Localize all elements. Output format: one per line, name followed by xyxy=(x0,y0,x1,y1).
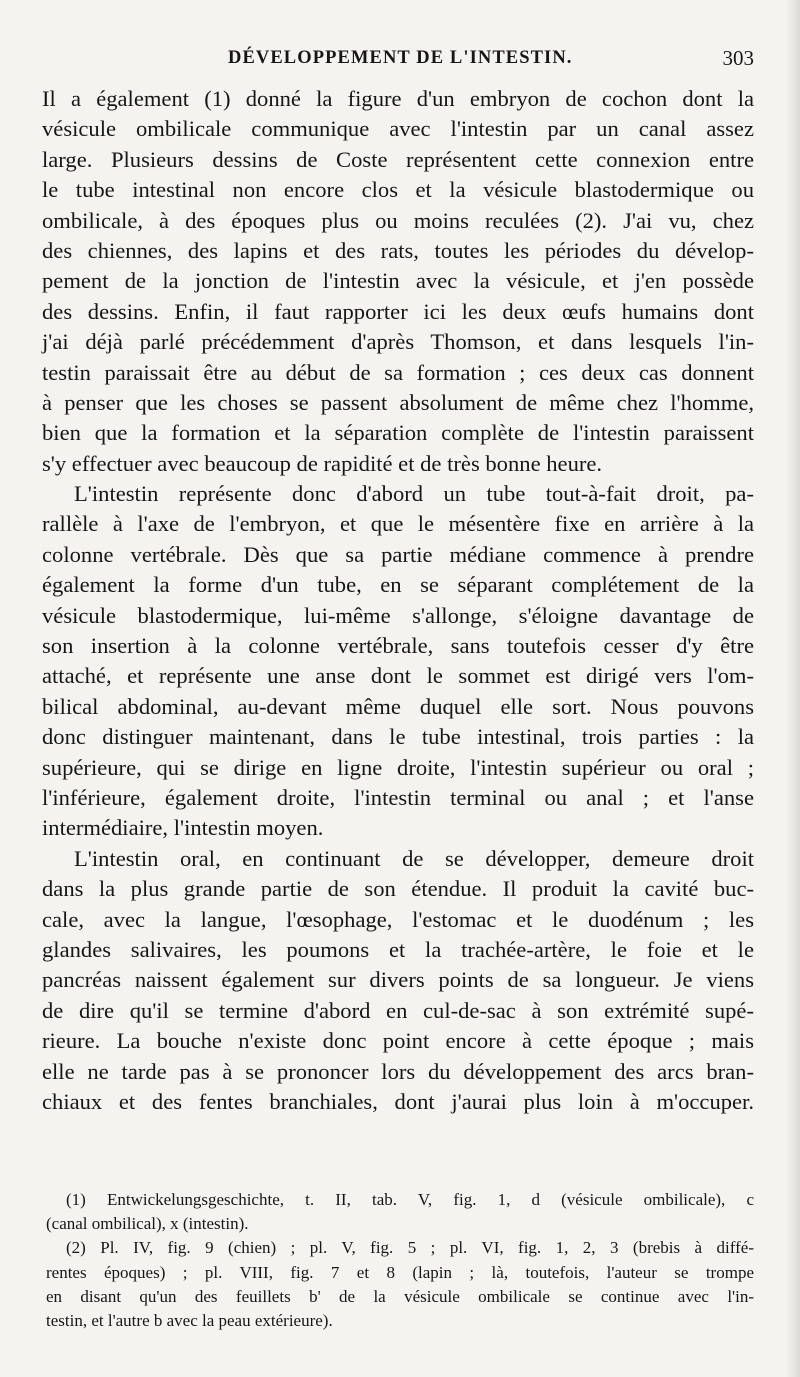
text-line: le tube intestinal non encore clos et la vésicule blastodermique ou xyxy=(42,177,754,203)
footnote-line: testin, et l'autre b avec la peau extérieure). xyxy=(46,1310,333,1330)
text-line: des chiennes, des lapins et des rats, toutes les périodes du dévelop- xyxy=(42,237,754,263)
text-line: supérieure, qui se dirige en ligne droite, l'intestin supérieur ou oral ; xyxy=(42,754,754,780)
text-line: L'intestin oral, en continuant de se développer, demeure droit xyxy=(74,845,754,871)
text-line: testin paraissait être au début de sa formation ; ces deux cas donnent xyxy=(42,359,754,385)
text-line: chiaux et des fentes branchiales, dont j'aurai plus loin à m'occuper. xyxy=(42,1088,754,1114)
text-line: bien que la formation et la séparation complète de l'intestin paraissent xyxy=(42,420,754,446)
text-line: de dire qu'il se termine d'abord en cul-de-sac à son extrémité supé- xyxy=(42,997,754,1023)
text-line: rieure. La bouche n'existe donc point encore à cette époque ; mais xyxy=(42,1028,754,1054)
text-line: colonne vertébrale. Dès que sa partie médiane commence à prendre xyxy=(42,541,754,567)
text-line: pement de la jonction de l'intestin avec la vésicule, et j'en possède xyxy=(42,268,754,294)
text-line: vésicule ombilicale communique avec l'intestin par un canal assez xyxy=(42,116,754,142)
footnote-line: rentes époques) ; pl. VIII, fig. 7 et 8 (lapin ; là, toutefois, l'auteur se trompe xyxy=(46,1262,754,1282)
text-line: intermédiaire, l'intestin moyen. xyxy=(42,815,324,841)
footnote-line: (canal ombilical), x (intestin). xyxy=(46,1214,249,1234)
text-line: attaché, et représente une anse dont le sommet est dirigé vers l'om- xyxy=(42,663,754,689)
text-line: des dessins. Enfin, il faut rapporter ici les deux œufs humains dont xyxy=(42,298,754,324)
text-line: L'intestin représente donc d'abord un tube tout-à-fait droit, pa- xyxy=(74,481,754,507)
body-text xyxy=(42,84,754,1117)
footnotes xyxy=(46,1188,754,1333)
text-line: j'ai déjà parlé précédemment d'après Thomson, et dans lesquels l'in- xyxy=(42,329,754,355)
text-line: vésicule blastodermique, lui-même s'allonge, s'éloigne davantage de xyxy=(42,602,754,628)
text-line: l'inférieure, également droite, l'intestin terminal ou anal ; et l'anse xyxy=(42,784,754,810)
text-line: pancréas naissent également sur divers points de sa longueur. Je viens xyxy=(42,967,754,993)
text-line: glandes salivaires, les poumons et la trachée-artère, le foie et le xyxy=(42,936,754,962)
text-line: large. Plusieurs dessins de Coste représentent cette connexion entre xyxy=(42,146,754,172)
text-line: dans la plus grande partie de son étendue. Il produit la cavité buc- xyxy=(42,876,754,902)
page-number: 303 xyxy=(722,46,754,70)
page-edge-shadow xyxy=(786,0,800,1377)
text-line: également la forme d'un tube, en se séparant complétement de la xyxy=(42,572,754,598)
footnote-line: (1) Entwickelungsgeschichte, t. II, tab. V, fig. 1, d (vésicule ombilicale), c xyxy=(66,1190,754,1209)
text-line: s'y effectuer avec beaucoup de rapidité et de très bonne heure. xyxy=(42,450,603,476)
text-line: à penser que les choses se passent absolument de même chez l'homme, xyxy=(42,389,754,415)
running-head: DÉVELOPPEMENT DE L'INTESTIN. xyxy=(228,48,573,68)
text-line: elle ne tarde pas à se prononcer lors du développement des arcs bran- xyxy=(42,1058,754,1084)
footnote-line: en disant qu'un des feuillets b' de la vésicule ombilicale se continue avec l'in- xyxy=(46,1286,754,1306)
text-line: rallèle à l'axe de l'embryon, et que le mésentère fixe en arrière à la xyxy=(42,511,754,537)
text-line: cale, avec la langue, l'œsophage, l'estomac et le duodénum ; les xyxy=(42,906,754,932)
page-header xyxy=(40,44,754,78)
text-line: donc distinguer maintenant, dans le tube intestinal, trois parties : la xyxy=(42,724,754,750)
footnote-line: (2) Pl. IV, fig. 9 (chien) ; pl. V, fig. 5 ; pl. VI, fig. 1, 2, 3 (brebis à diffé- xyxy=(66,1238,754,1258)
text-line: bilical abdominal, au-devant même duquel elle sort. Nous pouvons xyxy=(42,693,754,719)
text-line: ombilicale, à des époques plus ou moins reculées (2). J'ai vu, chez xyxy=(42,207,754,233)
text-line: son insertion à la colonne vertébrale, sans toutefois cesser d'y être xyxy=(42,633,754,659)
text-line: Il a également (1) donné la figure d'un embryon de cochon dont la xyxy=(42,86,754,111)
